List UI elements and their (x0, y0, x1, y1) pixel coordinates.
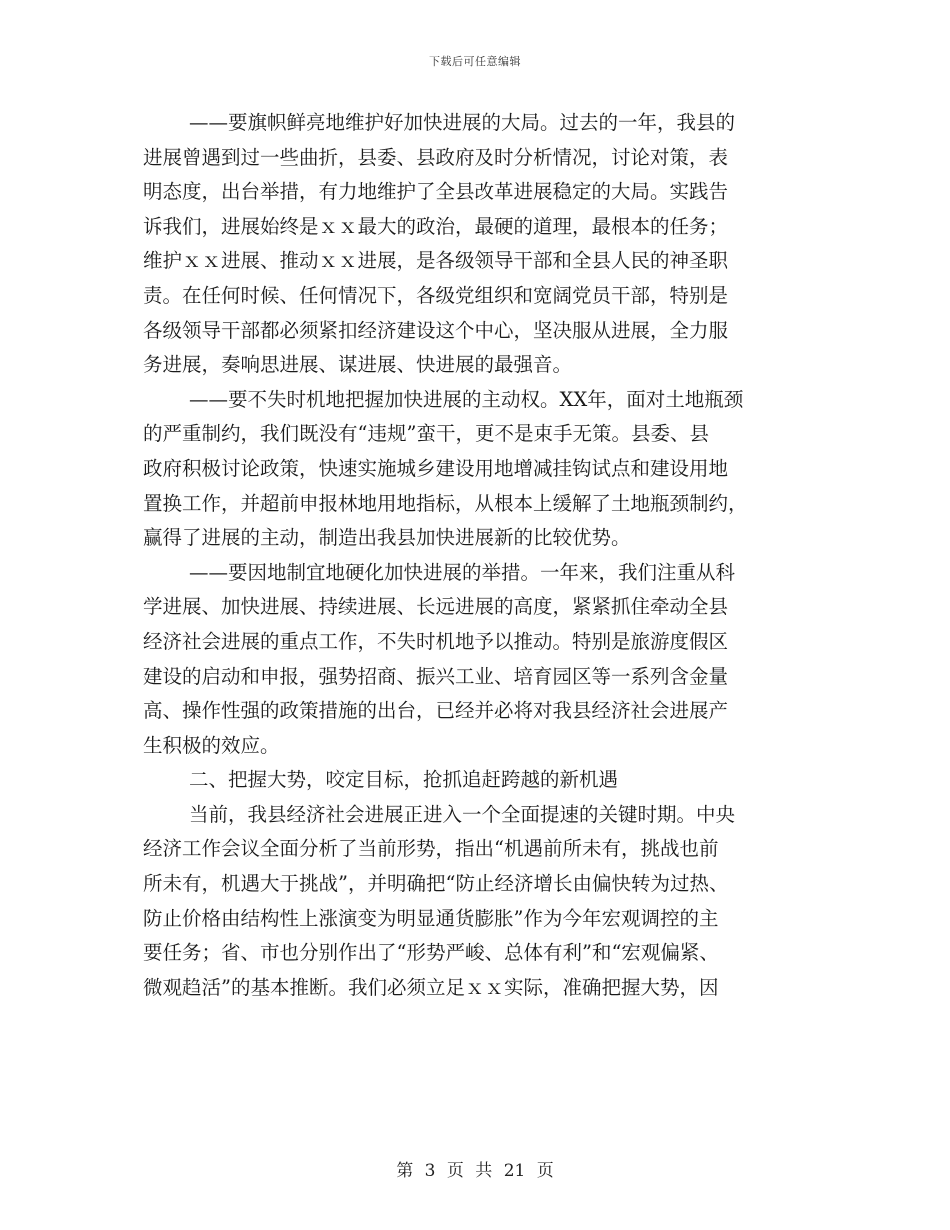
text-line: 维护ｘｘ进展、推动ｘｘ进展，是各级领导干部和全县人民的神圣职 (143, 249, 729, 273)
text-line: 置换工作，并超前申报林地用地指标，从根本上缓解了土地瓶颈制约， (143, 491, 748, 515)
text-line: ——要因地制宜地硬化加快进展的举措。一年来，我们注重从科 (189, 560, 736, 584)
text-line: 赢得了进展的主动，制造出我县加快进展新的比较优势。 (143, 526, 631, 550)
text-line: 经济社会进展的重点工作，不失时机地予以推动。特别是旅游度假区 (143, 629, 729, 653)
text-line: 高、操作性强的政策措施的出台，已经并必将对我县经济社会进展产 (143, 699, 729, 723)
text-line: 的严重制约，我们既没有“违规”蛮干，更不是束手无策。县委、县 (143, 422, 709, 446)
text-line: 诉我们，进展始终是ｘｘ最大的政治，最硬的道理，最根本的任务； (143, 214, 729, 238)
text-line: 微观趋活”的基本推断。我们必须立足ｘｘ实际，准确把握大势，因 (143, 975, 719, 999)
text-line: 当前，我县经济社会进展正进入一个全面提速的关键时期。中央 (189, 802, 736, 826)
text-line: 责。在任何时候、任何情况下，各级党组织和宽阔党员干部，特别是 (143, 283, 729, 307)
text-line: 政府积极讨论政策，快速实施城乡建设用地增减挂钩试点和建设用地 (143, 456, 729, 480)
text-line: ——要不失时机地把握加快进展的主动权。XX年，面对土地瓶颈 (189, 387, 744, 411)
text-line: 学进展、加快进展、持续进展、长远进展的高度，紧紧抓住牵动全县 (143, 595, 729, 619)
text-line: 明态度，出台举措，有力地维护了全县改革进展稳定的大局。实践告 (143, 180, 729, 204)
text-line: 二、把握大势，咬定目标，抢抓追赶跨越的新机遇 (189, 768, 619, 792)
text-line: 各级领导干部都必须紧扣经济建设这个中心，坚决服从进展，全力服 (143, 318, 729, 342)
text-line: 建设的启动和申报，强势招商、振兴工业、培育园区等一系列含金量 (143, 664, 729, 688)
text-line: ——要旗帜鲜亮地维护好加快进展的大局。过去的一年，我县的 (189, 111, 736, 134)
text-line: 进展曾遇到过一些曲折，县委、县政府及时分析情况，讨论对策，表 (143, 145, 729, 169)
text-line: 防止价格由结构性上涨演变为明显通货膨胀”作为今年宏观调控的主 (143, 906, 719, 930)
text-line: 经济工作会议全面分析了当前形势，指出“机遇前所未有，挑战也前 (143, 837, 719, 861)
document-body (143, 106, 807, 1005)
page-header: 下载后可任意编辑 (429, 55, 521, 68)
text-line: 生积极的效应。 (143, 733, 280, 757)
text-line: 务进展，奏响思进展、谋进展、快进展的最强音。 (143, 353, 573, 377)
text-line: 要任务；省、市也分别作出了“形势严峻、总体有利”和“宏观偏紧、 (143, 941, 719, 965)
text-line: 所未有，机遇大于挑战”，并明确把“防止经济增长由偏快转为过热、 (143, 872, 729, 896)
page-number-footer: 第 3 页 共 21 页 (396, 1161, 554, 1181)
